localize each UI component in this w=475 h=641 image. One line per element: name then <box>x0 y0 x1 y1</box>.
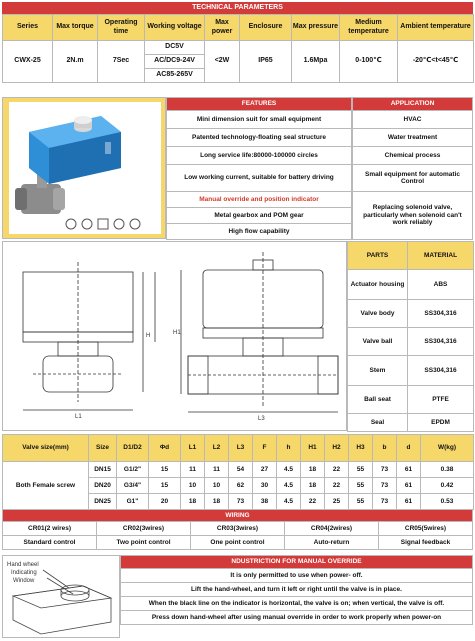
tech-voltage-1: DC5V <box>145 41 205 55</box>
sizes-cell: 55 <box>349 462 373 478</box>
sizes-cell: 30 <box>253 478 277 494</box>
tech-header-torque: Max torque <box>53 15 98 41</box>
hand-wheel-label: Hand wheel <box>7 562 39 568</box>
sizes-cell: 18 <box>301 478 325 494</box>
sizes-cell: G3/4" <box>117 478 149 494</box>
manual-line: When the black line on the indicator is horizontal, the valve is on; when vertical, the valve is off. <box>121 597 473 611</box>
wiring-section <box>2 509 473 550</box>
sizes-header: Size <box>89 435 117 462</box>
manual-override-table <box>120 555 473 625</box>
tech-torque: 2N.m <box>53 41 98 83</box>
application-item: Chemical process <box>353 147 473 165</box>
material-row <box>348 414 474 432</box>
tech-voltage-3: AC85-265V <box>145 69 205 83</box>
material-header-parts: PARTS <box>348 242 408 270</box>
sizes-cell: DN25 <box>89 494 117 510</box>
sizes-header-row <box>3 435 474 462</box>
wiring-title: WIRING <box>3 510 473 522</box>
hand-wheel-icon <box>3 556 121 639</box>
sizes-cell: 0.42 <box>421 478 474 494</box>
application-item: Water treatment <box>353 129 473 147</box>
wiring-control: Signal feedback <box>379 536 473 550</box>
tech-medium-temp: 0-100℃ <box>340 41 398 83</box>
valve-photo-icon <box>9 102 161 234</box>
feature-item: High flow capability <box>167 224 352 240</box>
sizes-header: F <box>253 435 277 462</box>
sizes-cell: 11 <box>181 462 205 478</box>
material-part: Ball seat <box>348 386 408 414</box>
sizes-header: d <box>397 435 421 462</box>
application-table <box>352 97 473 240</box>
indicating-label: Indicating <box>11 570 37 576</box>
tech-header-ambient-temp: Ambient temperature <box>398 15 474 41</box>
tech-power: <2W <box>205 41 240 83</box>
sizes-cell: 15 <box>149 478 181 494</box>
wiring-type: CR04(2wires) <box>285 522 379 536</box>
sizes-cell: 4.5 <box>277 478 301 494</box>
wiring-types-row <box>3 522 473 536</box>
tech-enclosure: IP65 <box>240 41 292 83</box>
dimension-l1-label: L1 <box>75 414 82 420</box>
application-item: HVAC <box>353 111 473 129</box>
features-section <box>2 97 473 239</box>
sizes-group-label: Both Female screw <box>3 462 89 510</box>
sizes-cell: 18 <box>181 494 205 510</box>
sizes-cell: 20 <box>149 494 181 510</box>
material-part: Valve ball <box>348 328 408 356</box>
sizes-cell: G1/2" <box>117 462 149 478</box>
tech-series: CWX-25 <box>3 41 53 83</box>
sizes-section <box>2 434 473 510</box>
sizes-table <box>2 434 474 510</box>
tech-ambient-temp: -20℃<t<45℃ <box>398 41 474 83</box>
features-title: FEATURES <box>167 98 352 111</box>
material-part: Stem <box>348 356 408 386</box>
sizes-cell: 61 <box>397 462 421 478</box>
manual-line: Press down hand-wheel after using manual override in order to work properly when power-on <box>121 611 473 625</box>
sizes-cell: 73 <box>229 494 253 510</box>
material-row <box>348 386 474 414</box>
wiring-controls-row <box>3 536 473 550</box>
manual-line: It is only permitted to use when power- off. <box>121 569 473 583</box>
sizes-cell: 22 <box>301 494 325 510</box>
technical-parameters-table <box>2 14 474 83</box>
tech-time: 7Sec <box>98 41 145 83</box>
dimension-drawing-icon <box>3 242 348 432</box>
spec-sheet <box>2 2 473 638</box>
wiring-type: CR01(2 wires) <box>3 522 97 536</box>
sizes-cell: 0.38 <box>421 462 474 478</box>
sizes-header: H2 <box>325 435 349 462</box>
material-value: SS304,316 <box>408 356 474 386</box>
sizes-cell: 27 <box>253 462 277 478</box>
sizes-cell: 22 <box>325 478 349 494</box>
wiring-type: CR02(3wires) <box>97 522 191 536</box>
material-value: SS304,316 <box>408 300 474 328</box>
sizes-header: b <box>373 435 397 462</box>
wiring-control: One point control <box>191 536 285 550</box>
tech-header-series: Series <box>3 15 53 41</box>
product-photo-frame <box>2 97 166 239</box>
tech-pressure: 1.6Mpa <box>292 41 340 83</box>
sizes-cell: 38 <box>253 494 277 510</box>
sizes-cell: 73 <box>373 478 397 494</box>
tech-header-pressure: Max pressure <box>292 15 340 41</box>
sizes-cell: 73 <box>373 494 397 510</box>
tech-header-voltage: Working voltage <box>145 15 205 41</box>
sizes-header: L3 <box>229 435 253 462</box>
wiring-control: Two point control <box>97 536 191 550</box>
material-part: Seal <box>348 414 408 432</box>
sizes-cell: 61 <box>397 478 421 494</box>
sizes-cell: DN15 <box>89 462 117 478</box>
sizes-header: W(kg) <box>421 435 474 462</box>
tech-row <box>3 41 474 55</box>
manual-override-section <box>2 555 473 638</box>
sizes-cell: 73 <box>373 462 397 478</box>
sizes-cell: 61 <box>397 494 421 510</box>
tech-voltage-2: AC/DC9-24V <box>145 55 205 69</box>
material-row <box>348 270 474 300</box>
sizes-cell: 11 <box>205 462 229 478</box>
dimension-h-label: H <box>146 333 151 339</box>
sizes-cell: 0.53 <box>421 494 474 510</box>
feature-item: Mini dimension suit for small equipment <box>167 111 352 129</box>
material-value: ABS <box>408 270 474 300</box>
sizes-cell: 55 <box>349 478 373 494</box>
manual-line: Lift the hand-wheel, and turn it left or right until the valve is in place. <box>121 583 473 597</box>
window-label: Window <box>13 578 35 584</box>
sizes-header: H1 <box>301 435 325 462</box>
sizes-cell: 18 <box>301 462 325 478</box>
sizes-cell: G1" <box>117 494 149 510</box>
sizes-cell: 15 <box>149 462 181 478</box>
material-part: Actuator housing <box>348 270 408 300</box>
feature-item: Metal gearbox and POM gear <box>167 208 352 224</box>
sizes-cell: 54 <box>229 462 253 478</box>
wiring-table <box>2 509 473 550</box>
sizes-header: L1 <box>181 435 205 462</box>
sizes-cell: 55 <box>349 494 373 510</box>
sizes-header: Φd <box>149 435 181 462</box>
sizes-cell: 18 <box>205 494 229 510</box>
tech-header-time: Operating time <box>98 15 145 41</box>
wiring-type: CR03(3wires) <box>191 522 285 536</box>
material-row <box>348 356 474 386</box>
tech-header-power: Max power <box>205 15 240 41</box>
wiring-type: CR05(5wires) <box>379 522 473 536</box>
tech-header-row <box>3 15 474 41</box>
manual-override-illustration <box>2 555 120 638</box>
dimension-l3-label: L3 <box>258 416 265 422</box>
material-value: EPDM <box>408 414 474 432</box>
material-row <box>348 328 474 356</box>
sizes-cell: 4.5 <box>277 462 301 478</box>
drawing-material-section <box>2 241 473 431</box>
dimension-h1-label: H1 <box>173 330 181 336</box>
tech-header-medium-temp: Medium temperature <box>340 15 398 41</box>
feature-item: Low working current, suitable for battery driving <box>167 165 352 192</box>
feature-item: Long service life:80000-100000 circles <box>167 147 352 165</box>
wiring-control: Auto-return <box>285 536 379 550</box>
material-part: Valve body <box>348 300 408 328</box>
application-title: APPLICATION <box>353 98 473 111</box>
material-table <box>347 241 474 432</box>
tech-header-enclosure: Enclosure <box>240 15 292 41</box>
application-item: Small equipment for automatic Control <box>353 165 473 192</box>
sizes-cell: 25 <box>325 494 349 510</box>
sizes-header: D1/D2 <box>117 435 149 462</box>
wiring-control: Standard control <box>3 536 97 550</box>
sizes-cell: 22 <box>325 462 349 478</box>
sizes-cell: 10 <box>205 478 229 494</box>
sizes-row <box>3 462 474 478</box>
material-value: PTFE <box>408 386 474 414</box>
sizes-header: L2 <box>205 435 229 462</box>
sizes-cell: 10 <box>181 478 205 494</box>
sizes-cell: 62 <box>229 478 253 494</box>
application-item: Replacing solenoid valve, particularly when solenoid can't work reliably <box>353 192 473 240</box>
sizes-header: Valve size(mm) <box>3 435 89 462</box>
manual-override-title: NDUSTRICTION FOR MANUAL OVERRIDE <box>121 556 473 569</box>
material-row <box>348 300 474 328</box>
material-value: SS304,316 <box>408 328 474 356</box>
product-photo <box>9 102 161 234</box>
sizes-cell: DN20 <box>89 478 117 494</box>
features-table <box>166 97 352 240</box>
feature-item: Manual override and position indicator <box>167 192 352 208</box>
material-header-material: MATERIAL <box>408 242 474 270</box>
sizes-header: h <box>277 435 301 462</box>
technical-parameters-section <box>2 2 473 83</box>
sizes-cell: 4.5 <box>277 494 301 510</box>
sizes-header: H3 <box>349 435 373 462</box>
technical-drawing <box>2 241 347 431</box>
feature-item: Patented technology-floating seal structure <box>167 129 352 147</box>
technical-parameters-title: TECHNICAL PARAMETERS <box>2 2 473 14</box>
